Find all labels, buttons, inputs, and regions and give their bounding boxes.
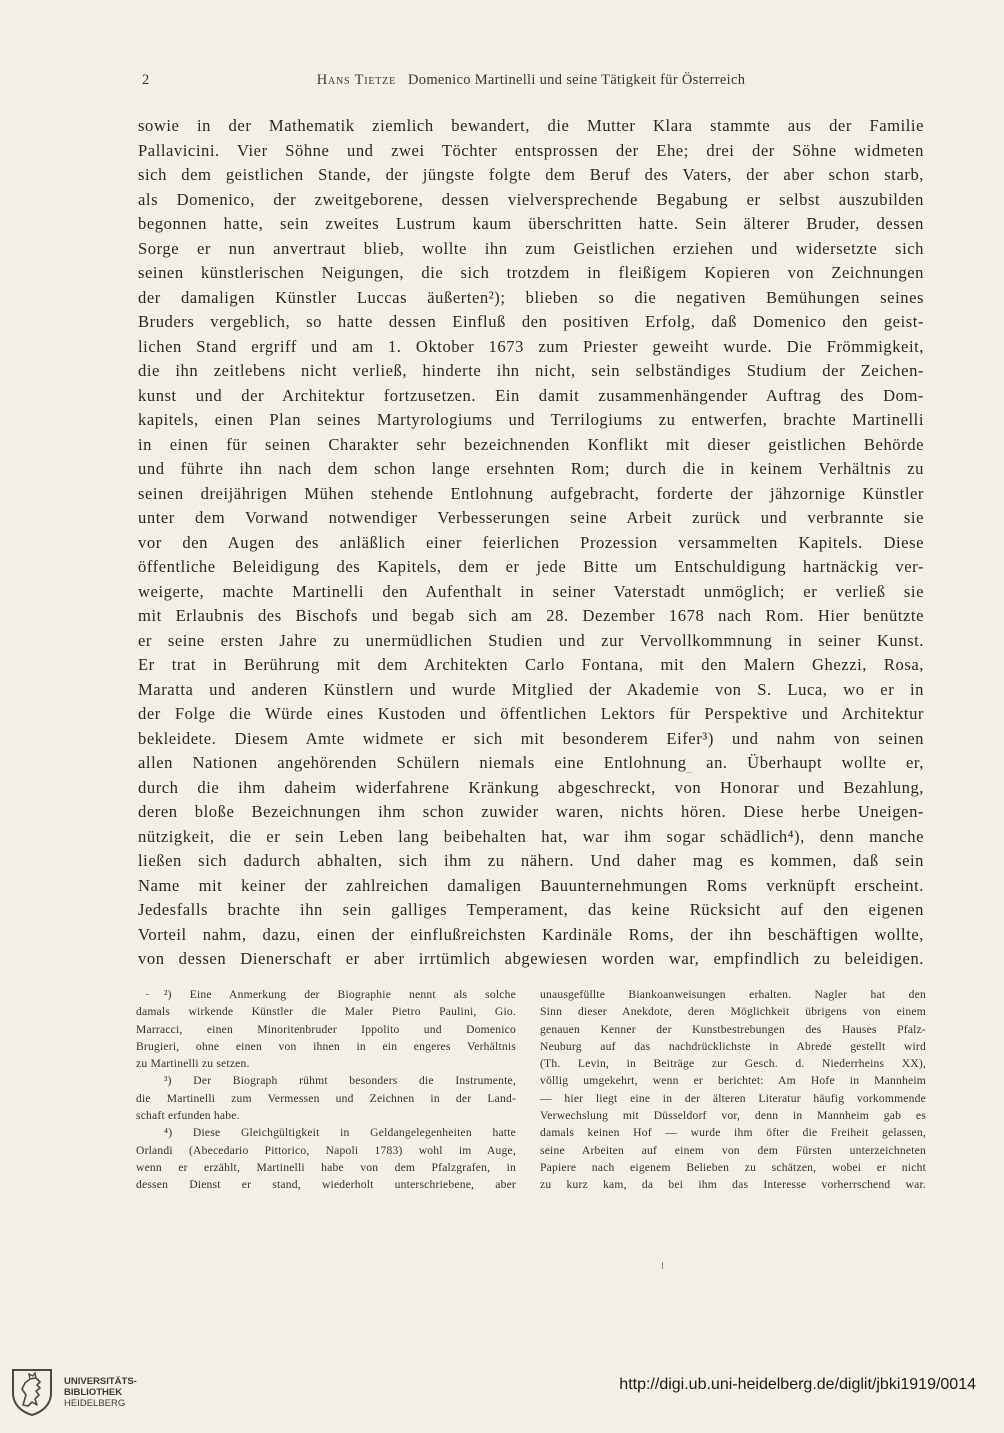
body-line: ließen sich dadurch abhalten, sich ihm zu nähern. Und daher mag es kommen, daß sein <box>138 851 924 870</box>
footnote-line: schaft erfunden habe. <box>136 1109 240 1123</box>
body-line: Bruders vergeblich, so hatte dessen Einfluß den positiven Erfolg, daß Domenico den geist- <box>138 312 924 331</box>
body-line: mit Erlaubnis des Bischofs und begab sich am 28. Dezember 1678 nach Rom. Hier benützte <box>138 606 924 625</box>
footnote-line: völlig umgekehrt, wenn er berichtet: Am Hofe in Mannheim <box>540 1074 926 1088</box>
body-line: die ihn zeitlebens nicht verließ, hinderte ihn nicht, sein selbständiges Studium der Zeichen- <box>138 361 924 380</box>
body-line: nützigkeit, die er sein Leben lang beibehalten hat, war ihm sogar schädlich⁴), denn manche <box>138 826 924 846</box>
footnote-line: Orlandi (Abecedario Pittorico, Napoli 1783) wohl im Auge, <box>136 1143 516 1157</box>
body-line: der Folge die Würde eines Kustoden und öffentlichen Lektors für Perspektive und Architektur <box>138 704 924 723</box>
footnote-line: damals keinen Hof — wurde ihm öfter die Freiheit gelassen, <box>540 1126 926 1140</box>
body-line: bekleidete. Diesem Amte widmete er sich mit besonderem Eifer³) und nahm von seinen <box>138 728 924 748</box>
footnote-line: Neuburg auf das nachdrücklichste in Abrede gestellt wird <box>540 1039 926 1053</box>
body-line: in einen für seinen Charakter sehr bezeichnenden Konflikt mit dieser geistlichen Behörde <box>138 434 924 454</box>
body-line: Sorge er nun anvertraut blieb, wollte ihn zum Geistlichen erziehen und widersetzte sich <box>138 238 924 258</box>
footnotes-right-column <box>540 986 926 1194</box>
running-header <box>138 72 924 92</box>
footnote-line: ²) Eine Anmerkung der Biographie nennt als solche <box>164 988 516 1001</box>
footnote-line: Verwechslung mit Düsseldorf vor, denn in Mannheim gab es <box>540 1109 926 1123</box>
scan-speck <box>686 772 692 773</box>
header-author: Hans Tietze <box>316 72 396 88</box>
footnote-line: zu Martinelli zu setzen. <box>136 1057 250 1071</box>
body-line: seinen künstlerischen Neigungen, die sich trotzdem in fleißigem Kopieren von Zeichnungen <box>138 263 924 282</box>
body-line: er seine ersten Jahre zu unermüdlichen Studien und zur Vervollkommnung in seiner Kunst. <box>138 630 924 650</box>
body-line: seinen dreijährigen Mühen stehende Entlohnung aufgebracht, forderte der jähzornige Künstler <box>138 483 924 503</box>
main-body-text <box>138 114 924 972</box>
body-line: sowie in der Mathematik ziemlich bewandert, die Mutter Klara stammte aus der Familie <box>138 116 924 135</box>
footnote-line: Sinn dieser Anekdote, deren Möglichkeit übrigens von einem <box>540 1005 926 1019</box>
body-line: begonnen hatte, sein zweites Lustrum kaum überschritten hatte. Sein älterer Bruder, dessen <box>138 214 924 233</box>
scan-speck <box>146 994 149 995</box>
body-line: durch die ihm daheim widerfahrene Kränkung abgeschreckt, von Honorar und Bezahlung, <box>138 777 924 797</box>
body-line: öffentliche Beleidigung des Kapitels, dem er jede Bitte um Entschuldigung hartnäckig ver- <box>138 557 924 576</box>
heidelberg-lion-shield-icon <box>10 1367 54 1417</box>
library-name-line: HEIDELBERG <box>64 1398 126 1409</box>
footnote-line: (Th. Levin, in Beiträge zur Gesch. d. Niederrheins XX), <box>540 1057 926 1071</box>
body-line: deren bloße Bezeichnungen ihm schon zuwider waren, nichts hören. Diese herbe Uneigen- <box>138 802 924 821</box>
body-line: allen Nationen angehörenden Schülern niemals eine Entlohnung an. Überhaupt wollte er, <box>138 753 924 772</box>
footnote-line: seine Arbeiten auf einem von dem Fürsten unterzeichneten <box>540 1143 926 1157</box>
footnote-line: Papiere nach eigenem Belieben zu schätzen, wobei er nicht <box>540 1160 926 1174</box>
running-title <box>138 72 924 89</box>
library-name <box>64 1376 137 1409</box>
footnote-line: die Martinelli zum Vermessen und Zeichnen in der Land- <box>136 1091 516 1105</box>
footnote-line: unausgefüllte Biankoanweisungen erhalten. Nagler hat den <box>540 988 926 1001</box>
header-title: Domenico Martinelli und seine Tätigkeit für Österreich <box>408 72 746 88</box>
body-line: kunst und der Architektur fortzusetzen. Ein damit zusammenhängender Auftrag des Dom- <box>138 385 924 405</box>
footnote-line: — hier liegt eine in der älteren Literatur häufig vorkommende <box>540 1091 926 1105</box>
footnote-line: ⁴) Diese Gleichgültigkeit in Geldangelegenheiten hatte <box>164 1126 516 1140</box>
library-logo[interactable] <box>10 1367 170 1417</box>
library-name-line: UNIVERSITÄTS- <box>64 1376 137 1387</box>
footnote-line: wenn er erzählt, Martinelli habe von dem Pfalzgrafen, in <box>136 1160 516 1174</box>
body-line: Name mit keiner der zahlreichen damaligen Bauunternehmungen Roms verknüpft erscheint. <box>138 875 924 895</box>
body-line: weigerte, machte Martinelli den Aufenthalt in seiner Vaterstadt unmöglich; er verließ sie <box>138 581 924 601</box>
body-line: Pallavicini. Vier Söhne und zwei Töchter entsprossen der Ehe; drei der Söhne widmeten <box>138 140 924 160</box>
footnote-line: zu kurz kam, da bei ihm das Interesse vorherrschend war. <box>540 1178 926 1192</box>
body-line: sich dem geistlichen Stande, der jüngste folgte dem Beruf des Vaters, der aber schon starb, <box>138 165 924 184</box>
body-line: lichen Stand ergriff und am 1. Oktober 1673 zum Priester geweiht wurde. Die Frömmigkeit, <box>138 336 924 356</box>
body-line: Jedesfalls brachte ihn sein galliges Temperament, das keine Rücksicht auf den eigenen <box>138 900 924 919</box>
body-line: von dessen Dienerschaft er aber irrtümlich abgewiesen worden war, empfindlich zu beleidigen. <box>138 949 924 968</box>
body-line: und führte ihn nach dem schon lange ersehnten Rom; durch die in keinem Verhältnis zu <box>138 459 924 478</box>
library-name-line: BIBLIOTHEK <box>64 1387 123 1398</box>
body-line: Vorteil nahm, dazu, einen der einflußreichsten Kardinäle Roms, der ihn beschäftigen wollte, <box>138 924 924 944</box>
page-number: 2 <box>142 72 150 88</box>
body-line: unter dem Vorwand notwendiger Verbesserungen seine Arbeit zurück und verbrannte sie <box>138 508 924 527</box>
footnote-line: damals wirkende Künstler die Maler Pietro Paulini, Gio. <box>136 1005 516 1019</box>
footnote-line: ³) Der Biograph rühmt besonders die Instrumente, <box>164 1074 516 1088</box>
body-line: kapitels, einen Plan seines Martyrologiums und Terrilogiums zu entwerfen, brachte Martinelli <box>138 410 924 429</box>
body-line: als Domenico, der zweitgeborene, dessen vielversprechende Begabung er selbst auszubilden <box>138 189 924 209</box>
permalink-url[interactable]: http://digi.ub.uni-heidelberg.de/diglit/jbki1919/0014 <box>619 1376 976 1393</box>
body-line: Maratta und anderen Künstlern und wurde Mitglied der Akademie von S. Luca, wo er in <box>138 679 924 699</box>
footnotes-left-column <box>136 986 516 1194</box>
body-line: der damaligen Künstler Luccas äußerten²); blieben so die negativen Bemühungen seines <box>138 287 924 307</box>
footnote-line: dessen Dienst er stand, wiederholt unterschriebene, aber <box>136 1178 516 1192</box>
footnote-line: Marracci, einen Minoritenbruder Ippolito und Domenico <box>136 1022 516 1036</box>
footnote-line: Brugieri, ohne einen von ihnen in ein engeres Verhältnis <box>136 1039 516 1053</box>
footnote-line: genauen Kenner der Kunstbestrebungen des Hauses Pfalz- <box>540 1022 926 1036</box>
scan-speck <box>662 1262 663 1269</box>
body-line: Er trat in Berührung mit dem Architekten Carlo Fontana, mit den Malern Ghezzi, Rosa, <box>138 655 924 674</box>
body-line: vor den Augen des anläßlich einer feierlichen Prozession versammelten Kapitels. Diese <box>138 532 924 552</box>
